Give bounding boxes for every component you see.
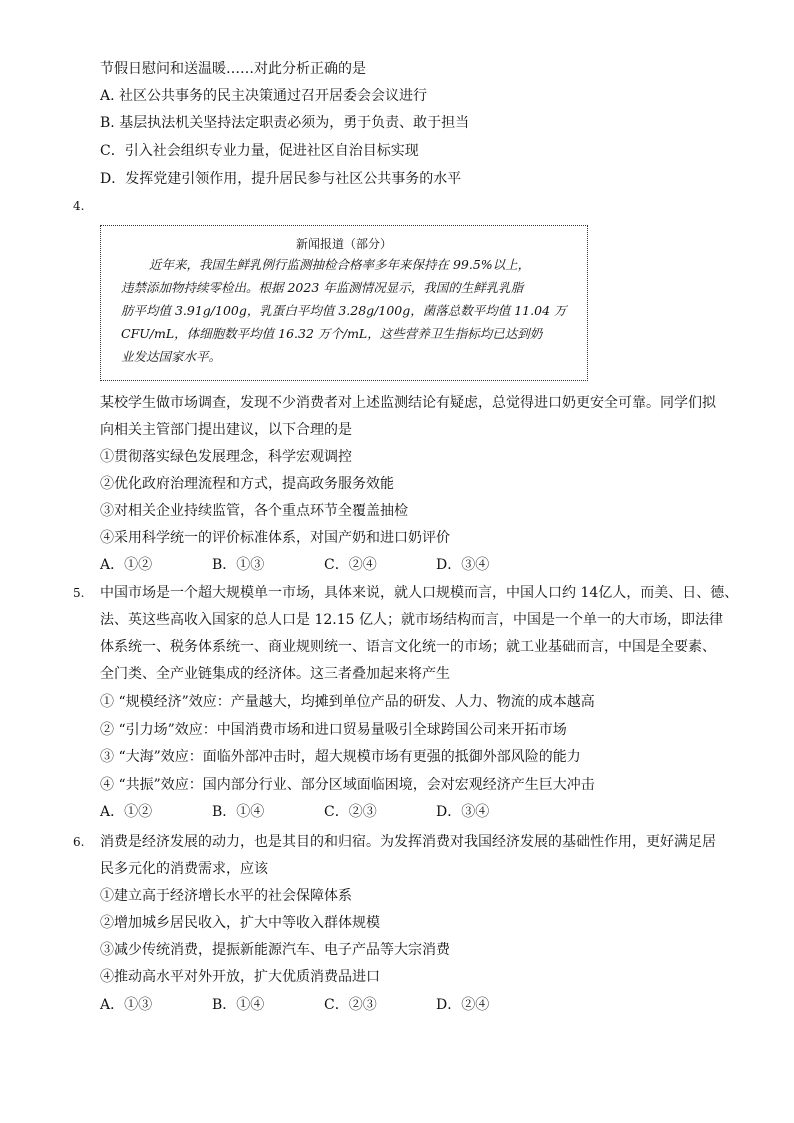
q4-choice-c: C．②④ (324, 557, 377, 573)
q4-item-3: ③对相关企业持续监管，各个重点环节全覆盖抽检 (100, 503, 408, 519)
q5-item-4: ④ “共振”效应：国内部分行业、部分区域面临困境，会对宏观经济产生巨大冲击 (100, 777, 595, 793)
q4-stem: 某校学生做市场调查，发现不少消费者对上述监测结论有疑虑，总觉得进口奶更安全可靠。同学们拟 (100, 395, 716, 411)
q5-stem: 法、英这些高收入国家的总人口是 12.15 亿人；就市场结构而言，中国是一个单一的大市场，即法律 (100, 612, 723, 628)
news-line: CFU/mL，体细胞数平均值 16.32 万个/mL，这些营养卫生指标均已达到奶 (121, 326, 543, 341)
news-line: 肪平均值 3.91g/100g，乳蛋白平均值 3.28g/100g，菌落总数平均值 11.04 万 (121, 303, 567, 318)
q6-number: 6. (73, 835, 85, 849)
q4-choice-a: A．①② (100, 557, 153, 573)
news-line: 近年来，我国生鲜乳例行监测抽检合格率多年来保持在 99.5%以上， (149, 257, 531, 272)
q5-number: 5. (73, 586, 85, 600)
q4-item-4: ④采用科学统一的评价标准体系，对国产奶和进口奶评价 (100, 530, 450, 546)
q3-option-c: C．引入社会组织专业力量，促进社区自治目标实现 (100, 143, 419, 159)
q4-item-2: ②优化政府治理流程和方式，提高政务服务效能 (100, 476, 394, 492)
q5-stem: 体系统一、税务体系统一、商业规则统一、语言文化统一的市场；就工业基础而言，中国是全要素、 (100, 639, 716, 655)
q5-choice-d: D．③④ (436, 804, 490, 820)
q5-choice-a: A．①② (100, 804, 153, 820)
news-title: 新闻报道（部分） (295, 237, 392, 251)
q5-choice-b: B．①④ (212, 804, 265, 820)
news-line: 业发达国家水平。 (121, 349, 222, 364)
q3-option-b: B. 基层执法机关坚持法定职责必须为，勇于负责、敢于担当 (100, 115, 470, 131)
q6-stem: 消费是经济发展的动力，也是其目的和归宿。为发挥消费对我国经济发展的基础性作用，更好满足居 (100, 834, 716, 850)
q5-item-2: ② “引力场”效应：中国消费市场和进口贸易量吸引全球跨国公司来开拓市场 (100, 722, 567, 738)
q6-item-1: ①建立高于经济增长水平的社会保障体系 (100, 888, 352, 904)
q3-stem-tail: 节假日慰问和送温暖……对此分析正确的是 (100, 61, 366, 77)
q4-item-1: ①贯彻落实绿色发展理念，科学宏观调控 (100, 449, 352, 465)
news-report-box (100, 225, 588, 381)
q6-choice-c: C．②③ (324, 997, 377, 1013)
q5-stem: 全门类、全产业链集成的经济体。这三者叠加起来将产生 (100, 666, 450, 682)
q4-choice-d: D．③④ (436, 557, 490, 573)
q6-choice-b: B．①④ (212, 997, 265, 1013)
q6-item-2: ②增加城乡居民收入，扩大中等收入群体规模 (100, 915, 380, 931)
q4-stem: 向相关主管部门提出建议，以下合理的是 (100, 422, 352, 438)
q3-option-d: D．发挥党建引领作用，提升居民参与社区公共事务的水平 (100, 171, 462, 187)
q5-item-1: ① “规模经济”效应：产量越大，均摊到单位产品的研发、人力、物流的成本越高 (100, 694, 595, 710)
q6-item-4: ④推动高水平对外开放，扩大优质消费品进口 (100, 969, 380, 985)
q5-choice-c: C．②③ (324, 804, 377, 820)
q6-choice-d: D．②④ (436, 997, 490, 1013)
q6-choice-a: A．①③ (100, 997, 153, 1013)
q4-choice-b: B．①③ (212, 557, 265, 573)
q5-item-3: ③ “大海”效应：面临外部冲击时，超大规模市场有更强的抵御外部风险的能力 (100, 749, 581, 765)
q3-option-a: A. 社区公共事务的民主决策通过召开居委会会议进行 (100, 88, 428, 104)
q5-stem: 中国市场是一个超大规模单一市场，具体来说，就人口规模而言，中国人口约 14亿人，而美、日、德、 (100, 585, 739, 601)
q6-item-3: ③减少传统消费，提振新能源汽车、电子产品等大宗消费 (100, 942, 450, 958)
q6-stem: 民多元化的消费需求，应该 (100, 861, 268, 877)
q4-number: 4. (73, 199, 85, 213)
news-line: 违禁添加物持续零检出。根据 2023 年监测情况显示，我国的生鲜乳乳脂 (121, 280, 524, 295)
